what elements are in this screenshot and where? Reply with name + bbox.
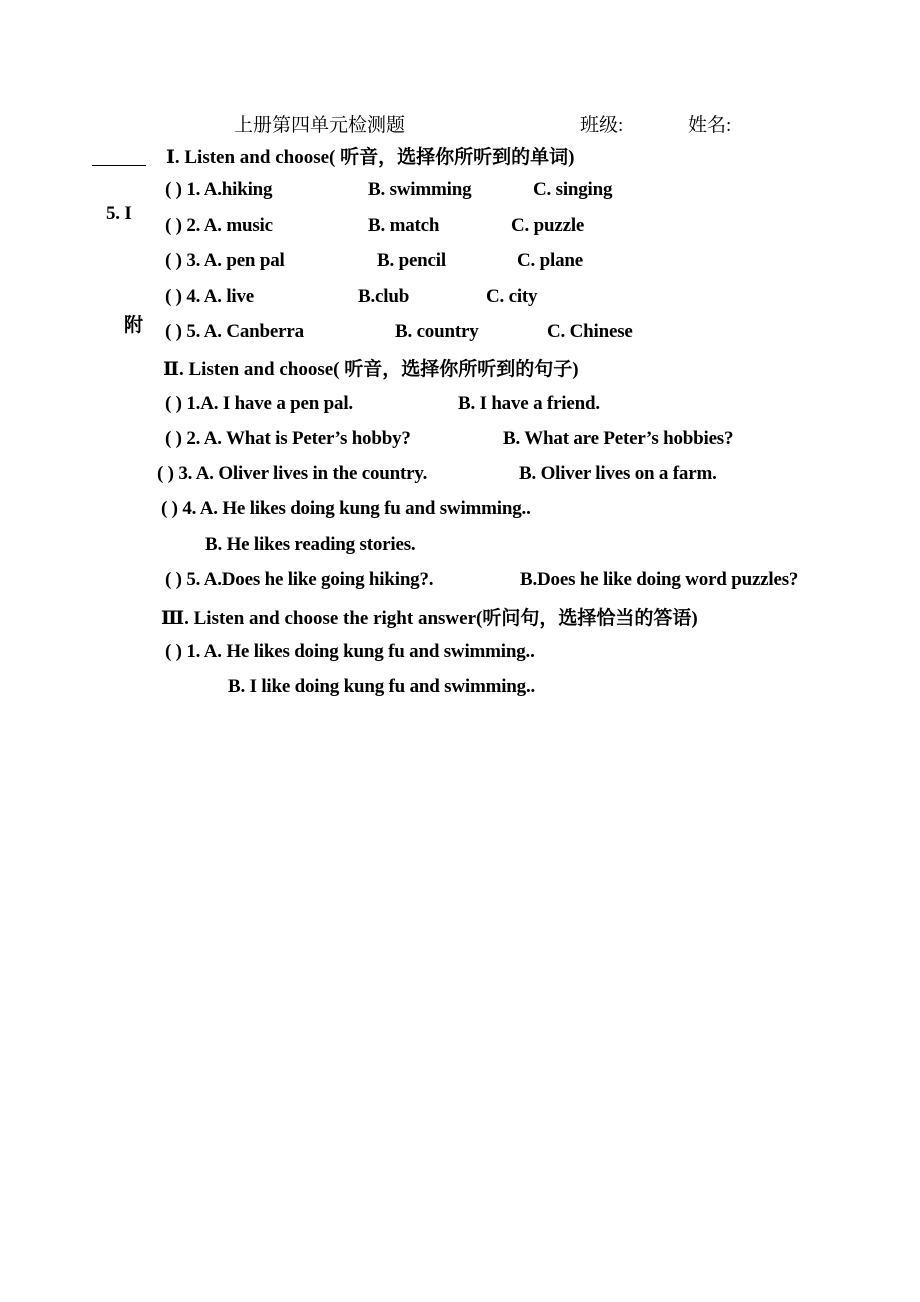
s1-q1-a: ( ) 1. A.hiking: [165, 179, 273, 200]
margin-note-1: 5. I: [106, 203, 132, 224]
s2-q3-a: ( ) 3. A. Oliver lives in the country.: [157, 463, 428, 484]
s1-q1-c: C. singing: [533, 179, 613, 200]
s2-q5-b: B.Does he like doing word puzzles?: [520, 569, 799, 590]
s1-q2-a: ( ) 2. A. music: [165, 215, 273, 236]
s2-q1-a: ( ) 1.A. I have a pen pal.: [165, 393, 353, 414]
s1-q5-a: ( ) 5. A. Canberra: [165, 321, 304, 342]
s3-q1-b: B. I like doing kung fu and swimming..: [228, 676, 536, 697]
name-label: 姓名:: [688, 115, 732, 136]
section-1-heading: Ⅰ. Listen and choose( 听音，选择你所听到的单词): [166, 147, 575, 168]
s1-q4-a: ( ) 4. A. live: [165, 286, 255, 307]
class-label: 班级:: [580, 115, 624, 136]
s1-q2-c: C. puzzle: [511, 215, 585, 236]
s1-q3-a: ( ) 3. A. pen pal: [165, 250, 285, 271]
s1-q1-b: B. swimming: [368, 179, 472, 200]
s1-q4-b: B.club: [358, 286, 410, 307]
page-title: 上册第四单元检测题: [234, 115, 406, 136]
s3-q1-a: ( ) 1. A. He likes doing kung fu and swimming..: [165, 641, 535, 662]
s2-q4-b: B. He likes reading stories.: [205, 534, 416, 555]
s1-q3-b: B. pencil: [377, 250, 446, 271]
s2-q2-a: ( ) 2. A. What is Peter’s hobby?: [165, 428, 411, 449]
s1-q3-c: C. plane: [517, 250, 583, 271]
section-2-heading: Ⅱ. Listen and choose( 听音，选择你所听到的句子): [163, 359, 579, 380]
s1-q5-b: B. country: [395, 321, 479, 342]
s2-q1-b: B. I have a friend.: [458, 393, 600, 414]
s2-q2-b: B. What are Peter’s hobbies?: [503, 428, 734, 449]
s1-q5-c: C. Chinese: [547, 321, 633, 342]
section-3-heading: Ⅲ. Listen and choose the right answer(听问句，选择恰当的答语): [161, 608, 698, 629]
margin-rule: [92, 165, 146, 166]
s2-q4-a: ( ) 4. A. He likes doing kung fu and swimming..: [161, 498, 531, 519]
s1-q4-c: C. city: [486, 286, 538, 307]
margin-note-2: 附: [124, 315, 143, 336]
s1-q2-b: B. match: [368, 215, 440, 236]
s2-q3-b: B. Oliver lives on a farm.: [519, 463, 717, 484]
s2-q5-a: ( ) 5. A.Does he like going hiking?.: [165, 569, 434, 590]
